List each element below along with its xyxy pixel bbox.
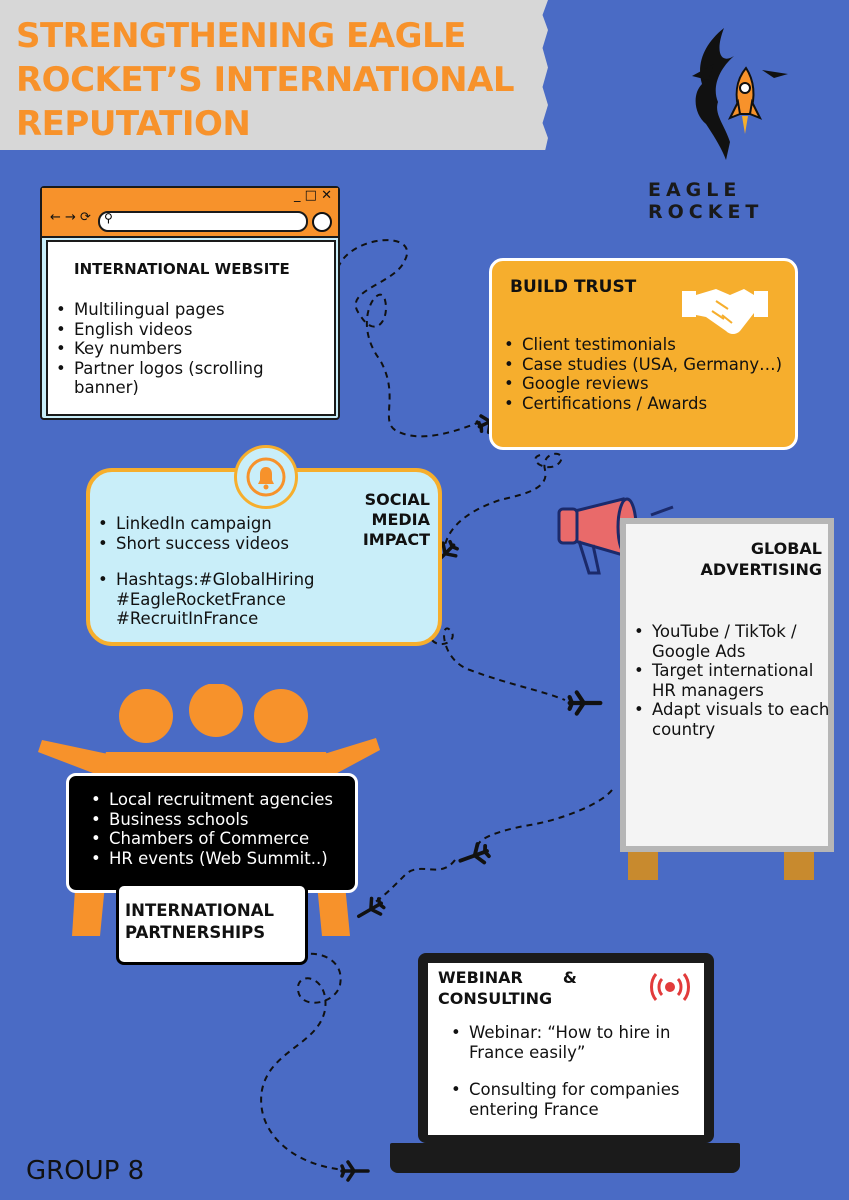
build-trust-list xyxy=(496,335,812,413)
list-item: • Certifications / Awards xyxy=(522,394,812,414)
browser-nav-icons: ← → ⟳ xyxy=(50,210,91,225)
advertising-heading-line: GLOBAL xyxy=(750,539,822,558)
website-heading: INTERNATIONAL WEBSITE xyxy=(74,260,290,278)
laptop-base xyxy=(390,1143,740,1173)
group-label: GROUP 8 xyxy=(26,1156,145,1186)
partnerships-heading xyxy=(125,900,274,944)
live-broadcast-icon xyxy=(650,969,690,1009)
window-title-bar xyxy=(42,188,338,238)
list-item: • Consulting for companies entering France xyxy=(469,1080,709,1119)
list-item: • Adapt visuals to each country xyxy=(652,700,832,739)
bell-icon xyxy=(246,457,286,497)
hashtag-line: #EagleRocketFrance xyxy=(116,589,286,609)
list-item: • Business schools xyxy=(109,810,379,830)
list-item: • Webinar: “How to hire in France easily” xyxy=(469,1023,709,1062)
airplane-icon xyxy=(340,1160,370,1186)
website-list xyxy=(48,300,314,398)
hashtag-list xyxy=(90,570,436,629)
title-line-3: REPUTATION xyxy=(16,104,251,144)
browser-circle-button xyxy=(312,212,332,232)
partnerships-list xyxy=(83,790,379,868)
airplane-icon xyxy=(565,690,605,720)
webinar-list xyxy=(443,1023,709,1119)
partnerships-heading-line: INTERNATIONAL xyxy=(125,901,274,920)
hashtag-line: Hashtags:#GlobalHiring xyxy=(116,570,315,589)
eagle-rocket-logo-icon xyxy=(684,24,794,168)
website-content xyxy=(46,240,336,416)
build-trust-heading: BUILD TRUST xyxy=(510,277,637,297)
list-item: • Google reviews xyxy=(522,374,812,394)
advertising-list xyxy=(626,622,832,739)
url-bar xyxy=(98,211,308,232)
build-trust-card xyxy=(489,258,798,450)
social-heading-line: SOCIAL xyxy=(364,490,430,509)
social-heading-line: IMPACT xyxy=(362,530,430,549)
partnerships-box xyxy=(66,773,358,893)
list-item: • Partner logos (scrolling banner) xyxy=(74,359,314,398)
list-item: • HR events (Web Summit..) xyxy=(109,849,379,869)
list-item: • Client testimonials xyxy=(522,335,812,355)
list-item: • YouTube / TikTok / Google Ads xyxy=(652,622,832,661)
list-item: • LinkedIn campaign xyxy=(116,514,366,534)
partnerships-label xyxy=(116,883,308,965)
list-item: • Multilingual pages xyxy=(74,300,314,320)
list-item: • Short success videos xyxy=(116,534,366,554)
webinar-heading-line: CONSULTING xyxy=(438,989,553,1008)
webinar-heading-amp: & xyxy=(562,968,577,987)
bell-icon-badge xyxy=(234,445,298,509)
webinar-heading xyxy=(438,967,577,1009)
advertising-heading xyxy=(701,538,822,580)
list-item: • English videos xyxy=(74,320,314,340)
list-item: • Case studies (USA, Germany…) xyxy=(522,355,812,375)
social-list xyxy=(90,514,366,553)
advertising-board xyxy=(620,518,834,852)
handshake-icon xyxy=(682,281,768,343)
title-line-2: ROCKET’S INTERNATIONAL xyxy=(16,60,515,100)
website-window xyxy=(40,186,340,420)
list-item: • Key numbers xyxy=(74,339,314,359)
social-heading-line: MEDIA xyxy=(371,510,430,529)
title-line-1: STRENGTHENING EAGLE xyxy=(16,16,466,56)
search-icon: ⚲ xyxy=(104,211,113,225)
webinar-content xyxy=(428,963,704,1135)
advertising-heading-line: ADVERTISING xyxy=(700,560,822,579)
social-heading xyxy=(363,490,430,550)
partnerships-heading-line: PARTNERSHIPS xyxy=(125,923,266,942)
list-item xyxy=(116,570,436,629)
page-title xyxy=(16,14,546,146)
logo-text: EAGLE ROCKET xyxy=(648,179,764,223)
window-controls: _ □ ✕ xyxy=(294,188,332,203)
hashtag-line: #RecruitInFrance xyxy=(116,609,259,628)
list-item: • Local recruitment agencies xyxy=(109,790,379,810)
list-item: • Chambers of Commerce xyxy=(109,829,379,849)
list-item: • Target international HR managers xyxy=(652,661,832,700)
webinar-heading-word: WEBINAR xyxy=(438,968,523,987)
